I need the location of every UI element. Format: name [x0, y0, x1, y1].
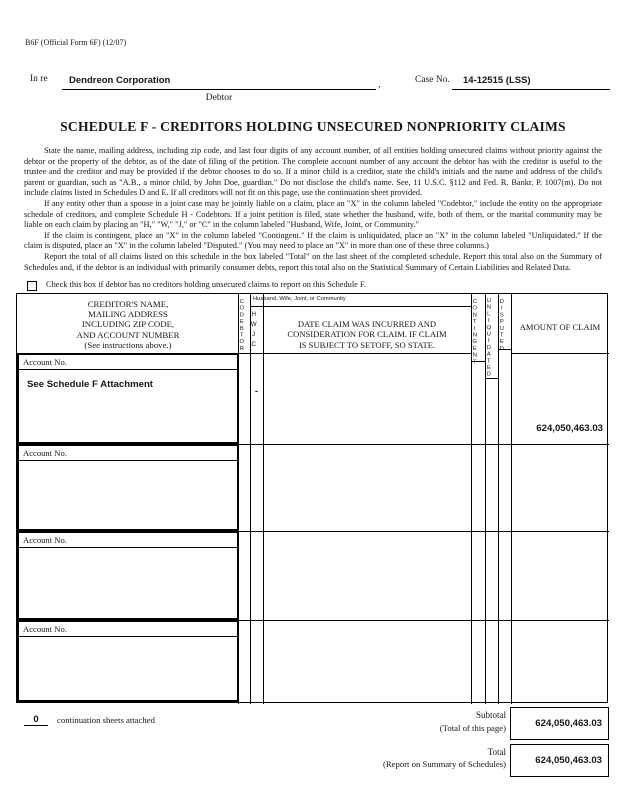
account-no-label: Account No. — [19, 622, 237, 637]
account-no-label: Account No. — [19, 533, 237, 548]
instructions-block — [24, 146, 602, 273]
instructions-paragraph-2: If any entity other than a spouse in a joint case may be jointly liable on a claim, place an "X" in the column labeled "Codebtor," include the entity on the appropriate schedule of creditors, and complete Schedule H - Codebtors. If a joint petition is filed, state whether the husband, wife, both of them, or the marital community may be liable on each claim by placing an "H," "W," "J," or "C" in the column labeled "Husband, Wife, Joint, or Community." — [24, 198, 602, 230]
debtor-name-underline — [62, 89, 376, 90]
creditor-cell[interactable] — [17, 444, 239, 531]
claims-table — [16, 293, 608, 703]
no-creditors-checkbox-label: Check this box if debtor has no creditors holding unsecured claims to report on this Schedule F. — [46, 280, 367, 289]
column-divider — [511, 294, 512, 704]
creditor-cell[interactable] — [17, 620, 239, 702]
contingent-column-header: CONTINGENT — [471, 299, 478, 366]
case-no-value[interactable]: 14-12515 (LSS) — [463, 75, 531, 86]
header-bottom-line — [511, 353, 609, 354]
husband-wife-band-line — [250, 306, 471, 307]
continuation-sheets-label: continuation sheets attached — [57, 715, 155, 725]
claim-amount: 624,050,463.03 — [536, 423, 603, 434]
account-no-label: Account No. — [19, 355, 237, 370]
total-label: Total — [487, 747, 506, 757]
creditor-column-header: CREDITOR'S NAME, MAILING ADDRESS INCLUDING ZIP CODE, AND ACCOUNT NUMBER (See instructions above.) — [76, 299, 180, 350]
page-title: SCHEDULE F - CREDITORS HOLDING UNSECURED NONPRIORITY CLAIMS — [60, 119, 566, 134]
creditor-cell[interactable] — [17, 353, 239, 444]
form-id: B6F (Official Form 6F) (12/07) — [25, 38, 127, 47]
column-divider — [250, 294, 251, 704]
case-no-label: Case No. — [415, 75, 450, 85]
column-divider — [498, 294, 499, 704]
debtor-label: Debtor — [205, 93, 233, 103]
debtor-line-comma: , — [378, 80, 381, 90]
disputed-column-header: DISPUTED — [498, 299, 505, 353]
amount-column-header: AMOUNT OF CLAIM — [519, 322, 601, 332]
subtotal-label: Subtotal — [475, 710, 506, 720]
no-creditors-checkbox[interactable] — [27, 281, 37, 291]
hwjc-value: - — [255, 386, 258, 396]
total-amount-box: 624,050,463.03 — [510, 744, 609, 777]
subtotal-sublabel: (Total of this page) — [439, 723, 506, 733]
total-sublabel: (Report on Summary of Schedules) — [382, 759, 506, 769]
subtotal-amount-box: 624,050,463.03 — [510, 707, 609, 740]
hwjc-column-header: HWJC — [250, 311, 258, 351]
in-re-label: In re — [30, 74, 48, 84]
codebtor-column-header: CODEBTOR — [238, 299, 245, 353]
date-claim-column-header: DATE CLAIM WAS INCURRED AND CONSIDERATION FOR CLAIM. IF CLAIM IS SUBJECT TO SETOFF, SO STATE. — [287, 319, 447, 350]
column-divider — [263, 294, 264, 704]
creditor-cell-text: See Schedule F Attachment — [27, 379, 153, 390]
creditor-cell[interactable] — [17, 531, 239, 620]
instructions-paragraph-4: Report the total of all claims listed on this schedule in the box labeled "Total" on the last sheet of the completed schedule. Report this total also on the Summary of Schedules and, if the debtor is an individual with primarily consumer debts, report this total also on the Statistical Summary of Certain Liabilities and Related Data. — [24, 251, 602, 272]
account-no-label: Account No. — [19, 446, 237, 461]
debtor-name-value[interactable]: Dendreon Corporation — [69, 75, 171, 86]
instructions-paragraph-1: State the name, mailing address, including zip code, and last four digits of any account number, of all entities holding unsecured claims without priority against the debtor or the property of the debtor, as of the date of filing of the petition. The complete account number of any account the debtor has with the creditor is useful to the trustee and the creditor and may be provided if the debtor chooses to do so. If a minor child is a creditor, state the child's initials and the name and address of the child's parent or guardian, such as "A.B., a minor child, by John Doe, guardian." Do not disclose the child's name. See, 11 U.S.C. §112 and Fed. R. Bankr. P. 1007(m). Do not include claims listed in Schedules D and E. If all creditors will not fit on this page, use the continuation sheet provided. — [24, 146, 602, 198]
unliquidated-column-header: UNLIQUIDATED — [485, 298, 492, 379]
husband-wife-joint-community-label: Husband, Wife, Joint, or Community — [253, 296, 346, 302]
continuation-sheets-count[interactable]: 0 — [24, 714, 48, 726]
case-no-underline — [452, 89, 610, 90]
instructions-paragraph-3: If the claim is contingent, place an "X" in the column labeled "Contingent." If the claim is unliquidated, place an "X" in the column labeled "Unliquidated." If the claim is disputed, place an "X" in the column labeled "Disputed." (You may need to place an "X" in more than one of these three columns.) — [24, 230, 602, 251]
